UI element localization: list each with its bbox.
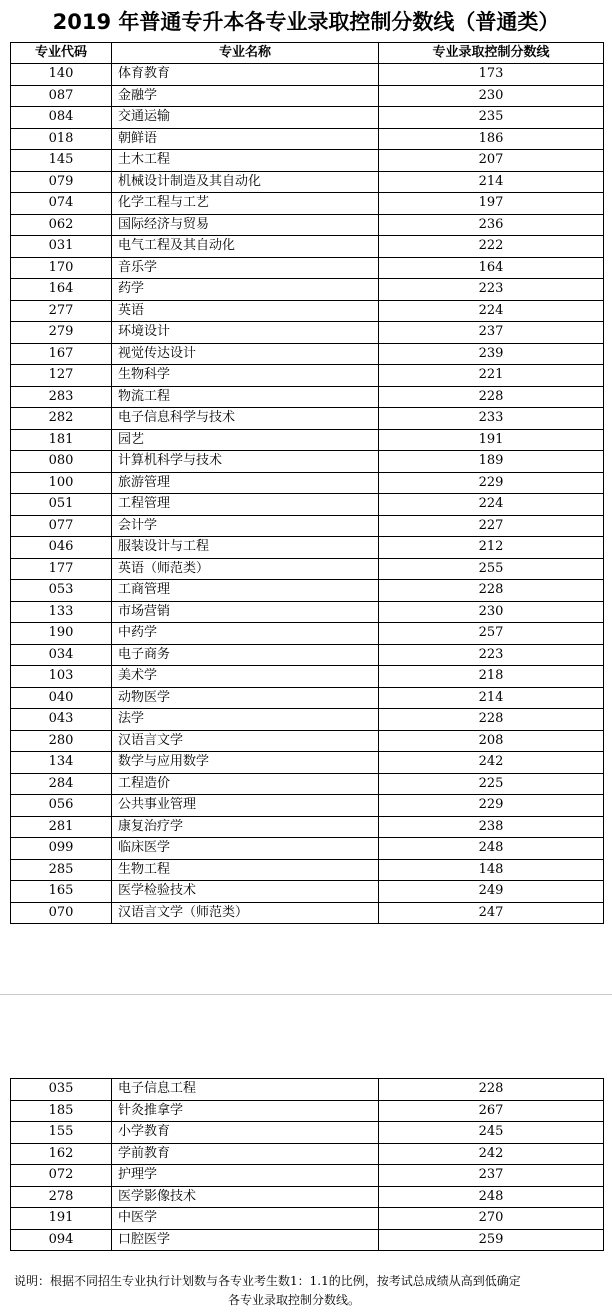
major-code-cell: 181 bbox=[11, 429, 112, 451]
major-code-cell: 099 bbox=[11, 838, 112, 860]
score-cell: 148 bbox=[379, 859, 604, 881]
table-row bbox=[11, 1079, 604, 1101]
table-row bbox=[11, 773, 604, 795]
major-name-cell: 计算机科学与技术 bbox=[112, 451, 379, 473]
major-code-cell: 167 bbox=[11, 343, 112, 365]
table-row bbox=[11, 171, 604, 193]
table-row bbox=[11, 365, 604, 387]
table-row bbox=[11, 709, 604, 731]
major-code-cell: 072 bbox=[11, 1165, 112, 1187]
table-row bbox=[11, 386, 604, 408]
major-code-cell: 018 bbox=[11, 128, 112, 150]
major-name-cell: 工程管理 bbox=[112, 494, 379, 516]
score-cell: 212 bbox=[379, 537, 604, 559]
major-name-cell: 英语 bbox=[112, 300, 379, 322]
major-code-cell: 040 bbox=[11, 687, 112, 709]
major-name-cell: 环境设计 bbox=[112, 322, 379, 344]
major-code-cell: 051 bbox=[11, 494, 112, 516]
major-code-cell: 046 bbox=[11, 537, 112, 559]
page-title: 2019 年普通专升本各专业录取控制分数线（普通类） bbox=[52, 10, 560, 34]
score-cell: 270 bbox=[379, 1208, 604, 1230]
major-code-cell: 165 bbox=[11, 881, 112, 903]
major-code-cell: 084 bbox=[11, 107, 112, 129]
major-code-cell: 140 bbox=[11, 64, 112, 86]
table-row bbox=[11, 300, 604, 322]
major-code-cell: 062 bbox=[11, 214, 112, 236]
major-code-cell: 279 bbox=[11, 322, 112, 344]
score-cell: 208 bbox=[379, 730, 604, 752]
score-cell: 229 bbox=[379, 472, 604, 494]
major-name-cell: 工程造价 bbox=[112, 773, 379, 795]
score-cell: 228 bbox=[379, 580, 604, 602]
major-code-cell: 034 bbox=[11, 644, 112, 666]
score-cell: 255 bbox=[379, 558, 604, 580]
table-body-part2 bbox=[11, 1079, 604, 1251]
table-row bbox=[11, 1122, 604, 1144]
major-name-cell: 物流工程 bbox=[112, 386, 379, 408]
table-row bbox=[11, 730, 604, 752]
major-name-cell: 中药学 bbox=[112, 623, 379, 645]
score-cell: 164 bbox=[379, 257, 604, 279]
major-name-cell: 土木工程 bbox=[112, 150, 379, 172]
table-row bbox=[11, 408, 604, 430]
major-code-cell: 145 bbox=[11, 150, 112, 172]
score-cell: 222 bbox=[379, 236, 604, 258]
major-name-cell: 生物工程 bbox=[112, 859, 379, 881]
major-name-cell: 市场营销 bbox=[112, 601, 379, 623]
score-cell: 221 bbox=[379, 365, 604, 387]
footnote-line2: 各专业录取控制分数线。 bbox=[227, 1293, 360, 1307]
score-cell: 225 bbox=[379, 773, 604, 795]
major-name-cell: 医学影像技术 bbox=[112, 1186, 379, 1208]
major-code-cell: 056 bbox=[11, 795, 112, 817]
major-name-cell: 数学与应用数学 bbox=[112, 752, 379, 774]
score-cell: 197 bbox=[379, 193, 604, 215]
score-cell: 236 bbox=[379, 214, 604, 236]
table-body-part1 bbox=[11, 64, 604, 924]
major-code-cell: 080 bbox=[11, 451, 112, 473]
major-code-cell: 031 bbox=[11, 236, 112, 258]
header-name: 专业名称 bbox=[112, 43, 379, 64]
major-name-cell: 临床医学 bbox=[112, 838, 379, 860]
major-code-cell: 134 bbox=[11, 752, 112, 774]
table-row bbox=[11, 214, 604, 236]
major-name-cell: 工商管理 bbox=[112, 580, 379, 602]
major-code-cell: 100 bbox=[11, 472, 112, 494]
major-name-cell: 国际经济与贸易 bbox=[112, 214, 379, 236]
major-code-cell: 162 bbox=[11, 1143, 112, 1165]
footnote bbox=[14, 1272, 598, 1310]
table-row bbox=[11, 64, 604, 86]
major-name-cell: 英语（师范类） bbox=[112, 558, 379, 580]
table-row bbox=[11, 601, 604, 623]
score-cell: 235 bbox=[379, 107, 604, 129]
table-row bbox=[11, 236, 604, 258]
score-cell: 238 bbox=[379, 816, 604, 838]
major-name-cell: 朝鲜语 bbox=[112, 128, 379, 150]
major-code-cell: 285 bbox=[11, 859, 112, 881]
major-name-cell: 小学教育 bbox=[112, 1122, 379, 1144]
major-name-cell: 电子信息工程 bbox=[112, 1079, 379, 1101]
major-code-cell: 079 bbox=[11, 171, 112, 193]
score-cell: 247 bbox=[379, 902, 604, 924]
table-row bbox=[11, 494, 604, 516]
score-cell: 214 bbox=[379, 171, 604, 193]
table-row bbox=[11, 1208, 604, 1230]
score-cell: 223 bbox=[379, 279, 604, 301]
major-code-cell: 074 bbox=[11, 193, 112, 215]
score-cell: 237 bbox=[379, 1165, 604, 1187]
table-row bbox=[11, 881, 604, 903]
major-name-cell: 机械设计制造及其自动化 bbox=[112, 171, 379, 193]
major-code-cell: 177 bbox=[11, 558, 112, 580]
table-row bbox=[11, 537, 604, 559]
major-name-cell: 汉语言文学 bbox=[112, 730, 379, 752]
major-code-cell: 133 bbox=[11, 601, 112, 623]
major-code-cell: 070 bbox=[11, 902, 112, 924]
major-name-cell: 园艺 bbox=[112, 429, 379, 451]
score-cell: 233 bbox=[379, 408, 604, 430]
major-name-cell: 法学 bbox=[112, 709, 379, 731]
score-cell: 173 bbox=[379, 64, 604, 86]
table-row bbox=[11, 257, 604, 279]
score-cell: 248 bbox=[379, 1186, 604, 1208]
score-cell: 228 bbox=[379, 709, 604, 731]
major-code-cell: 127 bbox=[11, 365, 112, 387]
score-cell: 239 bbox=[379, 343, 604, 365]
major-code-cell: 043 bbox=[11, 709, 112, 731]
major-code-cell: 281 bbox=[11, 816, 112, 838]
major-code-cell: 278 bbox=[11, 1186, 112, 1208]
page-divider bbox=[0, 994, 612, 995]
score-cell: 259 bbox=[379, 1229, 604, 1251]
score-cell: 218 bbox=[379, 666, 604, 688]
score-cell: 228 bbox=[379, 1079, 604, 1101]
table-row bbox=[11, 1229, 604, 1251]
major-code-cell: 094 bbox=[11, 1229, 112, 1251]
major-code-cell: 283 bbox=[11, 386, 112, 408]
table-row bbox=[11, 279, 604, 301]
table-row bbox=[11, 107, 604, 129]
score-cell: 248 bbox=[379, 838, 604, 860]
table-row bbox=[11, 1165, 604, 1187]
major-name-cell: 交通运输 bbox=[112, 107, 379, 129]
score-cell: 242 bbox=[379, 1143, 604, 1165]
major-name-cell: 生物科学 bbox=[112, 365, 379, 387]
major-code-cell: 103 bbox=[11, 666, 112, 688]
score-table-part2 bbox=[10, 1078, 604, 1251]
table-row bbox=[11, 1100, 604, 1122]
major-name-cell: 体育教育 bbox=[112, 64, 379, 86]
table-row bbox=[11, 343, 604, 365]
score-cell: 249 bbox=[379, 881, 604, 903]
table-row bbox=[11, 472, 604, 494]
score-cell: 230 bbox=[379, 85, 604, 107]
major-code-cell: 087 bbox=[11, 85, 112, 107]
major-code-cell: 191 bbox=[11, 1208, 112, 1230]
score-cell: 227 bbox=[379, 515, 604, 537]
major-name-cell: 医学检验技术 bbox=[112, 881, 379, 903]
major-code-cell: 164 bbox=[11, 279, 112, 301]
score-cell: 191 bbox=[379, 429, 604, 451]
major-name-cell: 护理学 bbox=[112, 1165, 379, 1187]
table-row bbox=[11, 451, 604, 473]
table-row bbox=[11, 193, 604, 215]
major-code-cell: 277 bbox=[11, 300, 112, 322]
major-name-cell: 美术学 bbox=[112, 666, 379, 688]
major-name-cell: 药学 bbox=[112, 279, 379, 301]
major-code-cell: 035 bbox=[11, 1079, 112, 1101]
major-code-cell: 185 bbox=[11, 1100, 112, 1122]
table-row bbox=[11, 85, 604, 107]
major-name-cell: 针灸推拿学 bbox=[112, 1100, 379, 1122]
header-code: 专业代码 bbox=[11, 43, 112, 64]
major-name-cell: 电气工程及其自动化 bbox=[112, 236, 379, 258]
major-name-cell: 口腔医学 bbox=[112, 1229, 379, 1251]
score-cell: 257 bbox=[379, 623, 604, 645]
major-name-cell: 化学工程与工艺 bbox=[112, 193, 379, 215]
major-name-cell: 公共事业管理 bbox=[112, 795, 379, 817]
table-row bbox=[11, 752, 604, 774]
major-code-cell: 053 bbox=[11, 580, 112, 602]
table-row bbox=[11, 322, 604, 344]
score-cell: 223 bbox=[379, 644, 604, 666]
table-row bbox=[11, 1186, 604, 1208]
score-cell: 214 bbox=[379, 687, 604, 709]
major-name-cell: 视觉传达设计 bbox=[112, 343, 379, 365]
major-code-cell: 077 bbox=[11, 515, 112, 537]
score-cell: 228 bbox=[379, 386, 604, 408]
table-row bbox=[11, 644, 604, 666]
table-row bbox=[11, 902, 604, 924]
score-cell: 189 bbox=[379, 451, 604, 473]
major-name-cell: 会计学 bbox=[112, 515, 379, 537]
score-cell: 224 bbox=[379, 300, 604, 322]
score-cell: 230 bbox=[379, 601, 604, 623]
table-row bbox=[11, 623, 604, 645]
major-code-cell: 280 bbox=[11, 730, 112, 752]
score-table-part1 bbox=[10, 42, 604, 924]
table-row bbox=[11, 838, 604, 860]
score-cell: 229 bbox=[379, 795, 604, 817]
table-row bbox=[11, 558, 604, 580]
major-name-cell: 动物医学 bbox=[112, 687, 379, 709]
major-name-cell: 电子信息科学与技术 bbox=[112, 408, 379, 430]
table-row bbox=[11, 795, 604, 817]
major-name-cell: 服装设计与工程 bbox=[112, 537, 379, 559]
major-name-cell: 康复治疗学 bbox=[112, 816, 379, 838]
major-code-cell: 284 bbox=[11, 773, 112, 795]
score-cell: 267 bbox=[379, 1100, 604, 1122]
score-cell: 224 bbox=[379, 494, 604, 516]
table-row bbox=[11, 515, 604, 537]
score-cell: 207 bbox=[379, 150, 604, 172]
score-cell: 245 bbox=[379, 1122, 604, 1144]
major-name-cell: 旅游管理 bbox=[112, 472, 379, 494]
score-cell: 237 bbox=[379, 322, 604, 344]
header-score: 专业录取控制分数线 bbox=[379, 43, 604, 64]
table-row bbox=[11, 429, 604, 451]
major-name-cell: 音乐学 bbox=[112, 257, 379, 279]
table-row bbox=[11, 687, 604, 709]
major-name-cell: 金融学 bbox=[112, 85, 379, 107]
major-name-cell: 汉语言文学（师范类） bbox=[112, 902, 379, 924]
table-row bbox=[11, 1143, 604, 1165]
major-code-cell: 190 bbox=[11, 623, 112, 645]
score-cell: 242 bbox=[379, 752, 604, 774]
table-row bbox=[11, 859, 604, 881]
table-row bbox=[11, 150, 604, 172]
major-code-cell: 282 bbox=[11, 408, 112, 430]
table-row bbox=[11, 580, 604, 602]
table-row bbox=[11, 128, 604, 150]
score-cell: 186 bbox=[379, 128, 604, 150]
table-row bbox=[11, 666, 604, 688]
footnote-line1: 说明：根据不同招生专业执行计划数与各专业考生数1：1.1的比例，按考试总成绩从高到低确定 bbox=[14, 1274, 521, 1288]
major-code-cell: 170 bbox=[11, 257, 112, 279]
major-code-cell: 155 bbox=[11, 1122, 112, 1144]
major-name-cell: 学前教育 bbox=[112, 1143, 379, 1165]
table-header-row bbox=[11, 43, 604, 64]
major-name-cell: 中医学 bbox=[112, 1208, 379, 1230]
major-name-cell: 电子商务 bbox=[112, 644, 379, 666]
table-row bbox=[11, 816, 604, 838]
